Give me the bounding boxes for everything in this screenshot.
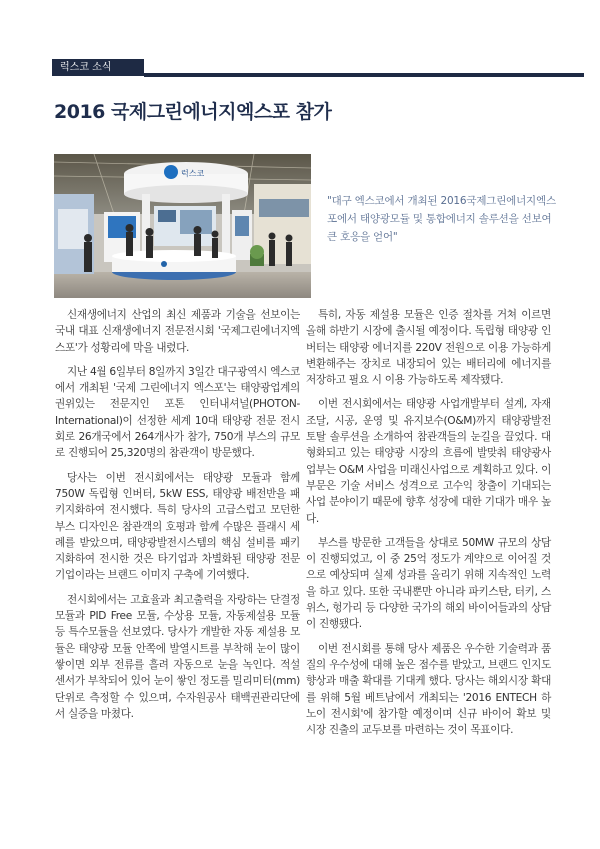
body-paragraph: 당사는 이번 전시회에서는 태양광 모듈과 함께 750W 독립형 인버터, 5kW ESS, 태양광 배전반을 패키지화하여 전시했다. 특히 당사의 고급스럽고 모던한 부스 디자인은 참관객의 호평과 함께 수많은 플래시 세례를 받았으며, 태양광발전시스템의 핵심 설비를 패키지화하여 전시한 것은 타기업과 차별화된 태양광 전문기업이라는 브랜드 이미지 구축에 기여했다. [55, 471, 300, 582]
expo-booth-photo [54, 154, 311, 298]
body-paragraph: 이번 전시회에서는 태양광 사업개발부터 설계, 자재조달, 시공, 운영 및 유지보수(O&M)까지 태양광발전 토탈 솔루션을 소개하여 참관객들의 눈길을 끌었다. 대형화되고 있는 태양광 시장의 흐름에 발맞춰 태양광사업부는 O&M 사업을 미래신사업으로 계획하고 있다. 이 부문은 기술 서비스 성격으로 고수익 창출이 기대되는 사업 분야이기 때문에 향후 성장에 대한 기대가 매우 높다. [306, 398, 551, 525]
header-rule [144, 73, 584, 77]
booth-sign-text: 럭스코 [181, 169, 205, 178]
section-label: 럭스코 소식 [52, 59, 144, 76]
body-paragraph: 전시회에서는 고효율과 최고출력을 자랑하는 단결정 모듈과 PID Free 모듈, 수상용 모듈, 자동제설용 모듈 등 특수모듈을 선보였다. 당사가 개발한 자동 제설용 모듈은 태양광 모듈 안쪽에 발열시트를 부착해 눈이 많이 쌓이면 외부 전류를 흘려 자동으로 눈을 녹인다. 적설 센서가 부착되어 있어 눈이 쌓인 정도를 밀리미터(mm) 단위로 측정할 수 있으며, 수자원공사 태백권관리단에서 실증을 마쳤다. [55, 593, 300, 720]
body-paragraph: 특히, 자동 제설용 모듈은 인증 절차를 거쳐 이르면 올해 하반기 시장에 출시될 예정이다. 독립형 태양광 인버터는 태양광 에너지를 220V 전원으로 이용 가능하게 변환해주는 장치로 내장되어 있는 배터리에 에너지를 저장하고 필요 시 이용 가능하도록 제작됐다. [306, 309, 551, 387]
body-paragraph: 이번 전시회를 통해 당사 제품은 우수한 기술력과 품질의 우수성에 대해 높은 점수를 받았고, 브랜드 인지도 향상과 매출 확대를 기대케 했다. 당사는 해외시장 확대를 위해 5월 베트남에서 개최되는 '2016 ENTECH 하노이 전시회'에 참가할 예정이며 신규 바이어 확보 및 시장 진출의 교두보를 마련하는 것이 목표이다. [306, 642, 551, 737]
article-title: 2016 국제그린에너지엑스포 참가 [54, 101, 332, 123]
pull-quote: "대구 엑스코에서 개최된 2016국제그린에너지엑스포에서 태양광모듈 및 통합에너지 솔루션을 선보여 큰 호응을 얻어" [327, 195, 556, 243]
body-paragraph: 부스를 방문한 고객들을 상대로 50MW 규모의 상담이 진행되었고, 이 중 25억 정도가 계약으로 이어질 것으로 예상되며 실제 성과를 올리기 위해 지속적인 노력을 하고 있다. 또한 국내뿐만 아니라 파키스탄, 터키, 스위스, 헝가리 등 다양한 국가의 해외 바이어들과의 상담이 진행됐다. [306, 536, 551, 631]
body-column-left [55, 307, 300, 730]
body-paragraph: 지난 4월 6일부터 8일까지 3일간 대구광역시 엑스코에서 개최된 '국제 그린에너지 엑스포'는 태양광업계의 권위있는 전문지인 포톤 인터내셔널(PHOTON-International)이 선정한 세계 10대 태양광 전문 전시회로 26개국에서 264개사가 참가, 750개 부스의 규모로 진행되어 25,320명의 참관객이 방문했다. [55, 365, 300, 460]
body-paragraph: 신재생에너지 산업의 최신 제품과 기술을 선보이는 국내 대표 신재생에너지 전문전시회 '국제그린에너지엑스포'가 성황리에 막을 내렸다. [55, 309, 300, 354]
body-column-right [306, 307, 551, 746]
